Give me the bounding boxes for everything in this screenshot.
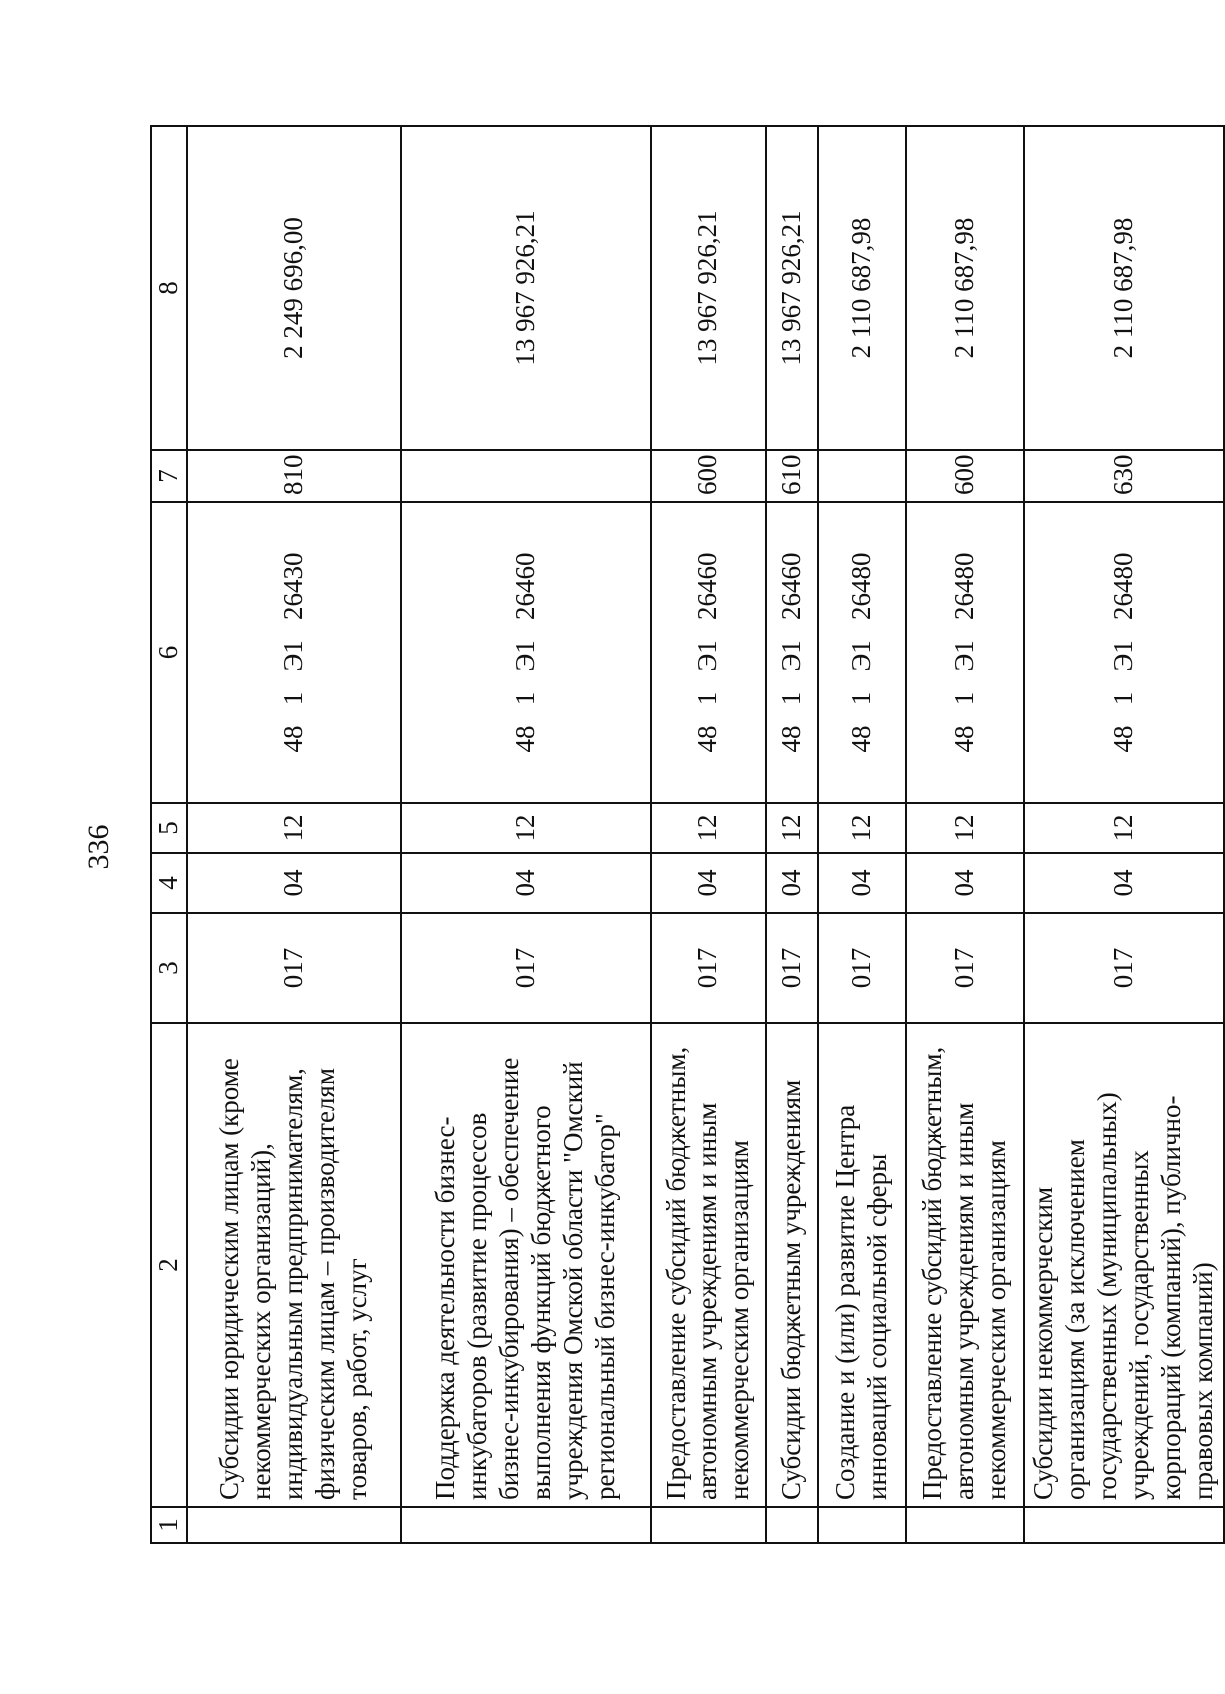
expense-type-cell: 610 xyxy=(766,450,818,502)
amount-cell: 2 249 696,00 xyxy=(187,126,401,450)
table-body xyxy=(187,126,1224,1543)
grbs-code-cell: 017 xyxy=(906,913,1024,1023)
column-header-3: 3 xyxy=(151,913,187,1023)
section-code-cell: 04 xyxy=(1024,853,1224,913)
column-header-7: 7 xyxy=(151,450,187,502)
row-number-cell xyxy=(1024,1507,1224,1543)
grbs-code-cell: 017 xyxy=(1024,913,1224,1023)
grbs-code-cell: 017 xyxy=(651,913,766,1023)
item-name-cell: Субсидии юридическим лицам (кроме некоммерческих организаций), индивидуальным предпринимателям, физическим лицам – производителям товаров, работ, услуг xyxy=(187,1023,401,1507)
subsection-code-cell: 12 xyxy=(1024,803,1224,853)
budget-table xyxy=(150,125,1225,1544)
expense-type-cell: 600 xyxy=(651,450,766,502)
section-code-cell: 04 xyxy=(187,853,401,913)
expense-type-cell xyxy=(818,450,906,502)
header-row xyxy=(151,126,187,1543)
row-number-cell xyxy=(818,1507,906,1543)
item-name-cell: Предоставление субсидий бюджетным, автономным учреждениям и иным некоммерческим организациям xyxy=(906,1023,1024,1507)
amount-cell: 2 110 687,98 xyxy=(1024,126,1224,450)
section-code-cell: 04 xyxy=(401,853,651,913)
item-name-cell: Субсидии некоммерческим организациям (за исключением государственных (муниципальных) учреждений, государственных корпораций (компаний), публично-правовых компаний) xyxy=(1024,1023,1224,1507)
grbs-code-cell: 017 xyxy=(766,913,818,1023)
table-row xyxy=(906,126,1024,1543)
subsection-code-cell: 12 xyxy=(187,803,401,853)
item-name-cell: Предоставление субсидий бюджетным, автономным учреждениям и иным некоммерческим организациям xyxy=(651,1023,766,1507)
amount-cell: 13 967 926,21 xyxy=(401,126,651,450)
row-number-cell xyxy=(766,1507,818,1543)
target-article-cell: 48 1 Э1 26460 xyxy=(766,502,818,803)
table-row xyxy=(651,126,766,1543)
subsection-code-cell: 12 xyxy=(906,803,1024,853)
column-header-4: 4 xyxy=(151,853,187,913)
target-article-cell: 48 1 Э1 26460 xyxy=(401,502,651,803)
column-header-8: 8 xyxy=(151,126,187,450)
grbs-code-cell: 017 xyxy=(818,913,906,1023)
item-name-cell: Субсидии бюджетным учреждениям xyxy=(766,1023,818,1507)
table-row xyxy=(1024,126,1224,1543)
target-article-cell: 48 1 Э1 26460 xyxy=(651,502,766,803)
row-number-cell xyxy=(401,1507,651,1543)
expense-type-cell: 810 xyxy=(187,450,401,502)
subsection-code-cell: 12 xyxy=(818,803,906,853)
amount-cell: 2 110 687,98 xyxy=(818,126,906,450)
target-article-cell: 48 1 Э1 26480 xyxy=(906,502,1024,803)
row-number-cell xyxy=(651,1507,766,1543)
item-name-cell: Поддержка деятельности бизнес-инкубаторов (развитие процессов бизнес-инкубирования) – обеспечение выполнения функций бюджетного учреждения Омской области "Омский региональный бизнес-инкубатор" xyxy=(401,1023,651,1507)
amount-cell: 2 110 687,98 xyxy=(906,126,1024,450)
table-row xyxy=(187,126,401,1543)
subsection-code-cell: 12 xyxy=(766,803,818,853)
table-row xyxy=(766,126,818,1543)
row-number-cell xyxy=(906,1507,1024,1543)
column-header-5: 5 xyxy=(151,803,187,853)
target-article-cell: 48 1 Э1 26430 xyxy=(187,502,401,803)
grbs-code-cell: 017 xyxy=(187,913,401,1023)
page-number: 336 xyxy=(82,824,115,870)
section-code-cell: 04 xyxy=(651,853,766,913)
amount-cell: 13 967 926,21 xyxy=(766,126,818,450)
expense-type-cell xyxy=(401,450,651,502)
subsection-code-cell: 12 xyxy=(651,803,766,853)
table-row xyxy=(818,126,906,1543)
target-article-cell: 48 1 Э1 26480 xyxy=(818,502,906,803)
section-code-cell: 04 xyxy=(906,853,1024,913)
target-article-cell: 48 1 Э1 26480 xyxy=(1024,502,1224,803)
row-number-cell xyxy=(187,1507,401,1543)
column-header-2: 2 xyxy=(151,1023,187,1507)
expense-type-cell: 630 xyxy=(1024,450,1224,502)
column-header-1: 1 xyxy=(151,1507,187,1543)
subsection-code-cell: 12 xyxy=(401,803,651,853)
table-row xyxy=(401,126,651,1543)
item-name-cell: Создание и (или) развитие Центра инноваций социальной сферы xyxy=(818,1023,906,1507)
grbs-code-cell: 017 xyxy=(401,913,651,1023)
amount-cell: 13 967 926,21 xyxy=(651,126,766,450)
section-code-cell: 04 xyxy=(766,853,818,913)
expense-type-cell: 600 xyxy=(906,450,1024,502)
column-header-6: 6 xyxy=(151,502,187,803)
section-code-cell: 04 xyxy=(818,853,906,913)
